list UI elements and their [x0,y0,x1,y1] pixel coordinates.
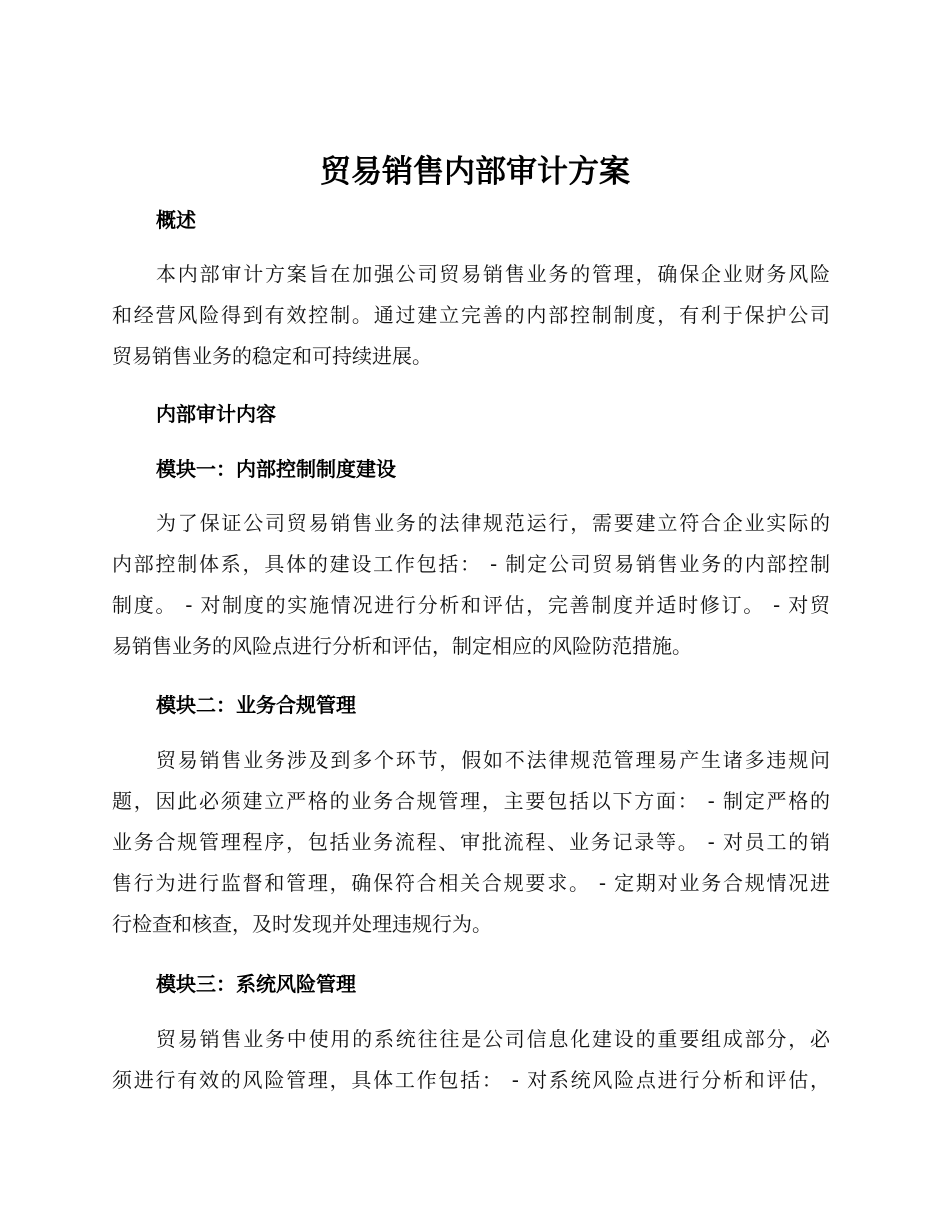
paragraph-line: 须进行有效的风险管理，具体工作包括： - 对系统风险点进行分析和评估， [112,1068,830,1092]
section-heading-module-2: 模块二：业务合规管理 [156,693,356,717]
section-heading-overview: 概述 [156,208,196,232]
paragraph-line: 制度。 - 对制度的实施情况进行分析和评估，完善制度并适时修订。 - 对贸 [112,593,830,617]
paragraph-line: 行检查和核查，及时发现并处理违规行为。 [112,912,492,936]
paragraph-line: 贸易销售业务的稳定和可持续进展。 [112,344,432,368]
paragraph-line: 业务合规管理程序，包括业务流程、审批流程、业务记录等。 - 对员工的销 [112,830,830,854]
paragraph-line: 售行为进行监督和管理，确保符合相关合规要求。 - 定期对业务合规情况进 [112,871,830,895]
section-paragraph-module-2 [112,740,830,945]
section-heading-audit-content: 内部审计内容 [156,402,276,426]
section-heading-module-1: 模块一：内部控制制度建设 [156,457,396,481]
document-title: 贸易销售内部审计方案 [320,154,630,190]
paragraph-line: 内部控制体系，具体的建设工作包括： - 制定公司贸易销售业务的内部控制 [112,552,830,576]
paragraph-line: 贸易销售业务涉及到多个环节，假如不法律规范管理易产生诸多违规问 [156,748,830,772]
paragraph-line: 为了保证公司贸易销售业务的法律规范运行，需要建立符合企业实际的 [156,511,830,535]
paragraph-line: 和经营风险得到有效控制。通过建立完善的内部控制制度，有利于保护公司 [112,303,830,327]
paragraph-line: 易销售业务的风险点进行分析和评估，制定相应的风险防范措施。 [112,634,692,658]
section-paragraph-overview [112,254,830,377]
paragraph-line: 贸易销售业务中使用的系统往往是公司信息化建设的重要组成部分，必 [156,1027,830,1051]
section-paragraph-module-1 [112,503,830,667]
section-heading-module-3: 模块三：系统风险管理 [156,972,356,996]
paragraph-line: 本内部审计方案旨在加强公司贸易销售业务的管理，确保企业财务风险 [156,262,830,286]
paragraph-line: 题，因此必须建立严格的业务合规管理，主要包括以下方面： - 制定严格的 [112,789,830,813]
section-paragraph-module-3 [112,1019,830,1101]
